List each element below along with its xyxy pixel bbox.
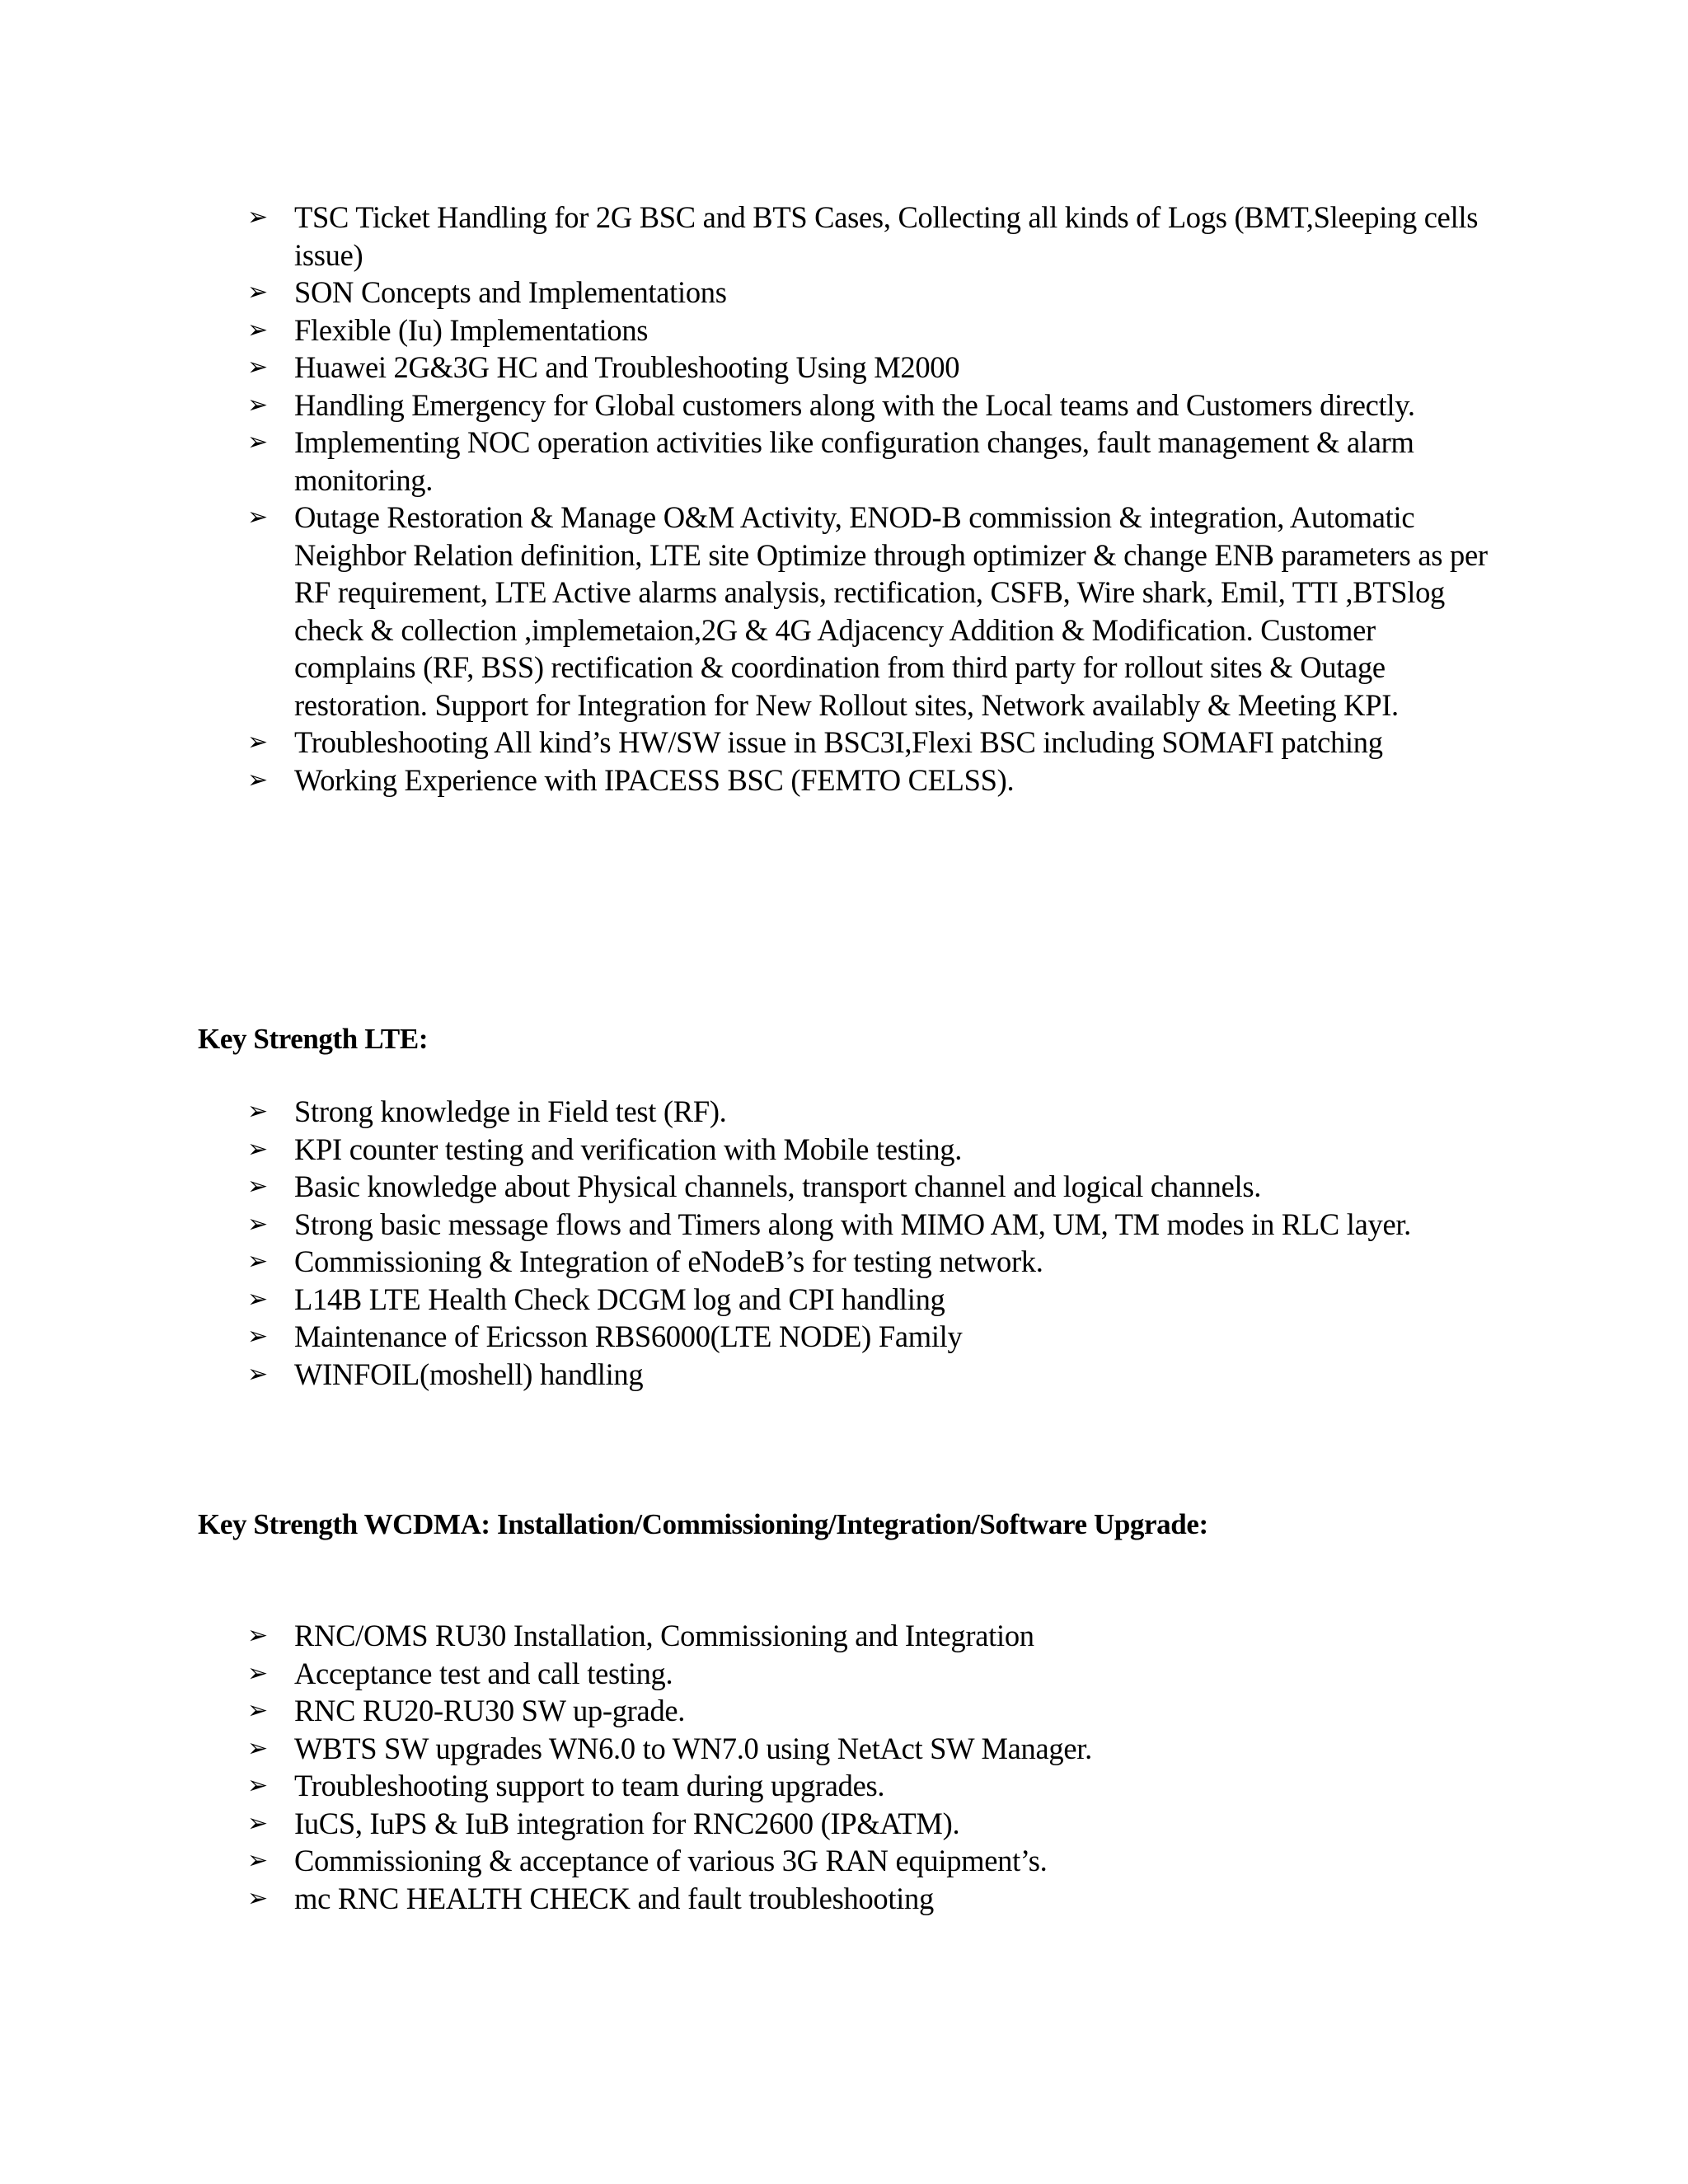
arrow-bullet-icon: ➢ bbox=[247, 1172, 268, 1201]
list-item-text: Acceptance test and call testing. bbox=[294, 1656, 673, 1690]
section-heading-lte: Key Strength LTE: bbox=[198, 1023, 429, 1055]
arrow-bullet-icon: ➢ bbox=[247, 353, 268, 382]
wcdma-strength-list bbox=[247, 1617, 1500, 1917]
arrow-bullet-icon: ➢ bbox=[247, 1808, 268, 1838]
list-item bbox=[247, 1093, 1500, 1131]
list-item bbox=[247, 1318, 1500, 1356]
list-item-text: Flexible (Iu) Implementations bbox=[294, 312, 649, 347]
arrow-bullet-icon: ➢ bbox=[247, 1696, 268, 1725]
arrow-bullet-icon: ➢ bbox=[247, 1733, 268, 1763]
arrow-bullet-icon: ➢ bbox=[247, 1097, 268, 1126]
arrow-bullet-icon: ➢ bbox=[247, 1209, 268, 1239]
arrow-bullet-icon: ➢ bbox=[247, 1658, 268, 1688]
list-item-text: Commissioning & Integration of eNodeB’s for testing network. bbox=[294, 1244, 1043, 1278]
list-item bbox=[247, 1168, 1500, 1206]
list-item bbox=[247, 1805, 1500, 1843]
arrow-bullet-icon: ➢ bbox=[247, 428, 268, 457]
list-item-text: Troubleshooting support to team during upgrades. bbox=[294, 1769, 885, 1802]
arrow-bullet-icon: ➢ bbox=[247, 390, 268, 419]
section-heading-wcdma: Key Strength WCDMA: Installation/Commissioning/Integration/Software Upgrade: bbox=[198, 1508, 1208, 1540]
list-item-text: IuCS, IuPS & IuB integration for RNC2600 (IP&ATM). bbox=[294, 1806, 960, 1840]
arrow-bullet-icon: ➢ bbox=[247, 1284, 268, 1314]
list-item bbox=[247, 349, 1500, 387]
arrow-bullet-icon: ➢ bbox=[247, 765, 268, 794]
list-item bbox=[247, 387, 1500, 424]
list-item-text: L14B LTE Health Check DCGM log and CPI handling bbox=[294, 1282, 945, 1316]
list-item bbox=[247, 1730, 1500, 1768]
arrow-bullet-icon: ➢ bbox=[247, 315, 268, 344]
list-item bbox=[247, 199, 1500, 274]
arrow-bullet-icon: ➢ bbox=[247, 278, 268, 307]
list-item-text: Outage Restoration & Manage O&M Activity, ENOD-B commission & integration, Automatic Neighbor Relation definition, LTE site Optimize through optimizer & change ENB parameters as per RF requirement, LTE Active alarms analysis, rectification, CSFB, Wire shark, Emil, TTI ,BTSlog check & collection ,implemetaion,2G & 4G Adjacency Addition & Modification. Customer complains (RF, BSS) rectification & coordination from third party for rollout sites & Outage restoration. Support for Integration for New Rollout sites, Network availably & Meeting KPI. bbox=[294, 500, 1488, 722]
list-item bbox=[247, 1767, 1500, 1805]
list-item-text: Huawei 2G&3G HC and Troubleshooting Using M2000 bbox=[294, 350, 960, 384]
arrow-bullet-icon: ➢ bbox=[247, 1621, 268, 1650]
list-item bbox=[247, 1692, 1500, 1730]
list-item bbox=[247, 1206, 1500, 1244]
arrow-bullet-icon: ➢ bbox=[247, 1846, 268, 1875]
list-item bbox=[247, 762, 1500, 799]
list-item-text: SON Concepts and Implementations bbox=[294, 275, 727, 309]
list-item bbox=[247, 499, 1500, 724]
arrow-bullet-icon: ➢ bbox=[247, 203, 268, 232]
list-item-text: Handling Emergency for Global customers along with the Local teams and Customers directly. bbox=[294, 387, 1415, 422]
list-item-text: TSC Ticket Handling for 2G BSC and BTS Cases, Collecting all kinds of Logs (BMT,Sleeping cells issue) bbox=[294, 200, 1479, 272]
list-item-text: Troubleshooting All kind’s HW/SW issue in BSC3I,Flexi BSC including SOMAFI patching bbox=[294, 725, 1383, 759]
arrow-bullet-icon: ➢ bbox=[247, 1247, 268, 1276]
arrow-bullet-icon: ➢ bbox=[247, 1359, 268, 1389]
list-item bbox=[247, 312, 1500, 349]
list-item-text: KPI counter testing and verification with Mobile testing. bbox=[294, 1132, 963, 1166]
list-item bbox=[247, 1243, 1500, 1281]
list-item-text: Strong knowledge in Field test (RF). bbox=[294, 1094, 727, 1128]
list-item-text: mc RNC HEALTH CHECK and fault troubleshooting bbox=[294, 1881, 934, 1915]
list-item bbox=[247, 1617, 1500, 1655]
list-item bbox=[247, 1842, 1500, 1880]
list-item bbox=[247, 274, 1500, 312]
list-item bbox=[247, 424, 1500, 499]
arrow-bullet-icon: ➢ bbox=[247, 728, 268, 757]
list-item-text: Maintenance of Ericsson RBS6000(LTE NODE) Family bbox=[294, 1319, 963, 1353]
list-item bbox=[247, 1655, 1500, 1693]
arrow-bullet-icon: ➢ bbox=[247, 1134, 268, 1164]
list-item-text: Basic knowledge about Physical channels, transport channel and logical channels. bbox=[294, 1169, 1262, 1203]
list-item bbox=[247, 1281, 1500, 1319]
list-item-text: Commissioning & acceptance of various 3G RAN equipment’s. bbox=[294, 1844, 1048, 1877]
list-item-text: Working Experience with IPACESS BSC (FEMTO CELSS). bbox=[294, 762, 1015, 797]
list-item-text: WBTS SW upgrades WN6.0 to WN7.0 using NetAct SW Manager. bbox=[294, 1731, 1092, 1765]
list-item bbox=[247, 724, 1500, 762]
list-item bbox=[247, 1356, 1500, 1394]
arrow-bullet-icon: ➢ bbox=[247, 503, 268, 532]
list-item-text: Implementing NOC operation activities like configuration changes, fault management & alarm monitoring. bbox=[294, 425, 1414, 497]
list-item bbox=[247, 1131, 1500, 1169]
arrow-bullet-icon: ➢ bbox=[247, 1322, 268, 1351]
list-item-text: Strong basic message flows and Timers along with MIMO AM, UM, TM modes in RLC layer. bbox=[294, 1207, 1412, 1241]
list-item-text: WINFOIL(moshell) handling bbox=[294, 1357, 644, 1391]
list-item-text: RNC RU20-RU30 SW up-grade. bbox=[294, 1694, 686, 1727]
experience-list bbox=[247, 199, 1500, 799]
lte-strength-list bbox=[247, 1093, 1500, 1393]
list-item-text: RNC/OMS RU30 Installation, Commissioning and Integration bbox=[294, 1619, 1034, 1652]
arrow-bullet-icon: ➢ bbox=[247, 1883, 268, 1913]
arrow-bullet-icon: ➢ bbox=[247, 1771, 268, 1800]
list-item bbox=[247, 1880, 1500, 1918]
